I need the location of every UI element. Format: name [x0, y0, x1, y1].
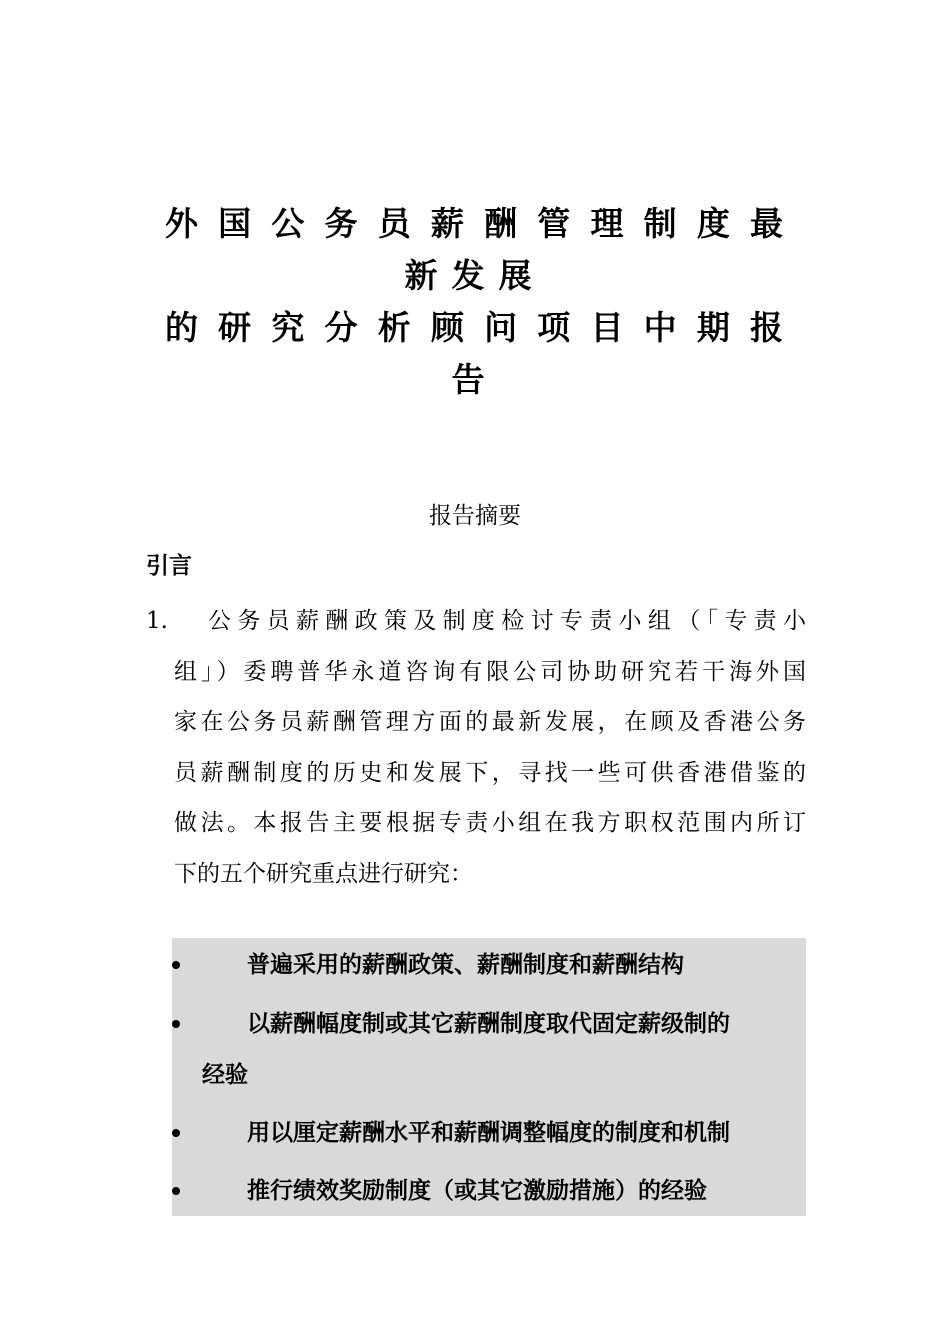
research-focus-list: 普遍采用的薪酬政策、薪酬制度和薪酬结构 以薪酬幅度制或其它薪酬制度取代固定薪级制的 经验 用以厘定薪酬水平和薪酬调整幅度的制度和机制 推行绩效奖励制度（或其它激励措施）的经验	[172, 938, 806, 1216]
paragraph-line: 做法。本报告主要根据专责小组在我方职权范围内所订	[174, 810, 806, 836]
bullet-icon	[172, 961, 180, 969]
title-line-3: 的研究分析顾问项目中期报	[165, 308, 785, 347]
paragraph-number: 1.	[146, 608, 168, 634]
summary-heading: 报告摘要	[429, 503, 521, 529]
paragraph-1	[146, 596, 806, 899]
bullet-icon	[172, 1020, 180, 1028]
paragraph-line: 组」）委聘普华永道咨询有限公司协助研究若干海外国	[174, 658, 806, 685]
paragraph-line: 下的五个研究重点进行研究：	[174, 860, 473, 887]
document-title	[165, 198, 785, 406]
bullet-icon	[172, 1129, 180, 1137]
paragraph-line: 家在公务员薪酬管理方面的最新发展，在顾及香港公务	[174, 709, 806, 735]
title-line-1: 外国公务员薪酬管理制度最	[165, 204, 785, 243]
section-heading-introduction: 引言	[146, 553, 192, 579]
title-line-4: 告	[451, 360, 499, 399]
paragraph-line: 公务员薪酬政策及制度检讨专责小组（「专责小	[208, 608, 806, 634]
bullet-icon	[172, 1187, 180, 1195]
paragraph-line: 员薪酬制度的历史和发展下，寻找一些可供香港借鉴的	[174, 759, 806, 786]
title-line-2: 新发展	[404, 256, 546, 295]
